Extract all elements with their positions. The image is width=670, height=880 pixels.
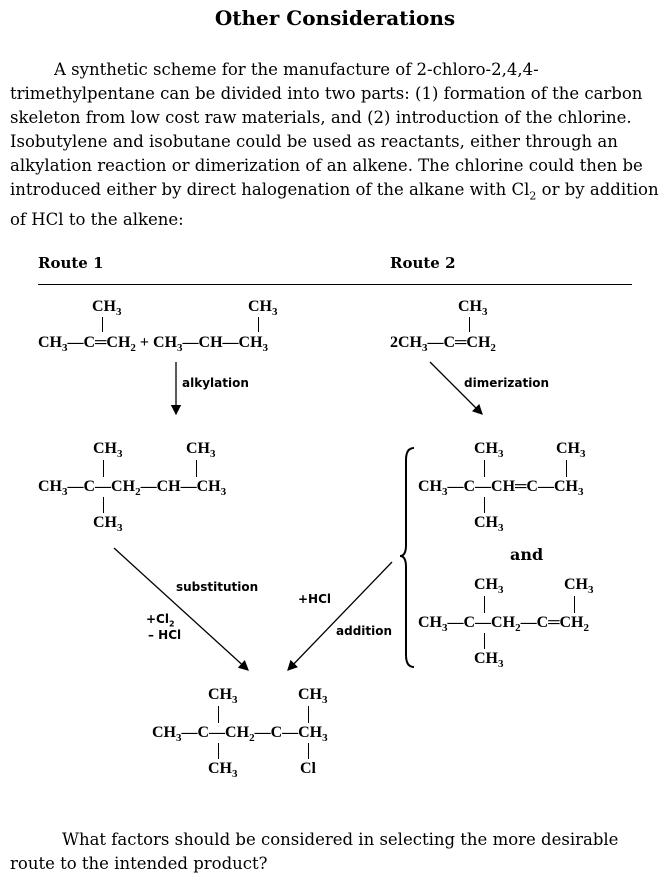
structure-2-isobutylene: $2CH_3—C═CH_2$ (390, 334, 496, 355)
structure-isobutylene-methyl: $CH_3$ (92, 298, 122, 319)
structure-product-chlorine: Cl (300, 760, 316, 777)
structure-alkene2-methyl-1: $CH_3$ (474, 576, 504, 597)
arrow-substitution (114, 548, 248, 670)
structure-product-methyl-2: $CH_3$ (298, 686, 328, 707)
structure-trimethylpentane: $CH_3—C—CH_2—CH—CH_3$ (38, 478, 227, 499)
structure-alkane-methyl-2: $CH_3$ (186, 440, 216, 461)
route-2-label: Route 2 (390, 254, 456, 272)
structure-alkene-2: $CH_3—C—CH_2—C═CH_2$ (418, 614, 589, 635)
structure-alkene2-methyl-2: $CH_3$ (564, 576, 594, 597)
structure-isobutane-methyl: $CH_3$ (248, 298, 278, 319)
arrow-addition (288, 562, 392, 670)
structure-alkane-methyl-3: $CH_3$ (93, 514, 123, 535)
label-and: and (510, 545, 544, 564)
intro-text: A synthetic scheme for the manufacture of 2-chloro-2,4,4-trimethylpentane can be divided into two parts: (1) formation of the carbon skeleton from low cost raw materials, and (2) introduction of the chlorine. Isobutylene and isobutane could be used as reactants, either through an alkylation reaction or dimerization of an alkene. The chlorine could then be introduced either by direct halogenation of the alkane with Cl (10, 60, 643, 199)
page-title: Other Considerations (214, 6, 456, 30)
question-paragraph (10, 828, 665, 876)
structure-alkene1-methyl-1: $CH_3$ (474, 440, 504, 461)
structure-alkane-methyl-1: $CH_3$ (93, 440, 123, 461)
structure-product-methyl-1: $CH_3$ (208, 686, 238, 707)
label-dimerization: dimerization (464, 376, 550, 390)
label-substitution: substitution (176, 580, 259, 594)
label-minus-hcl: – HCl (148, 628, 182, 642)
structure-alkene1-methyl-2: $CH_3$ (556, 440, 586, 461)
structure-product-methyl-3: $CH_3$ (208, 760, 238, 781)
structure-product: $CH_3—C—CH_2—C—CH_3$ (152, 724, 328, 745)
structure-alkene-1: $CH_3—C—CH═C—CH_3$ (418, 478, 584, 499)
label-plus-hcl: +HCl (298, 592, 332, 606)
structure-isobutylene-isobutane: $CH_3—C═CH_2$ + $CH_3—CH—CH_3$ (38, 334, 269, 355)
route-1-label: Route 1 (38, 254, 104, 272)
intro-cl-subscript: 2 (529, 189, 537, 203)
intro-text-end: or by addition of HCl to the alkene: (10, 180, 659, 230)
structure-route2-methyl: $CH_3$ (458, 298, 488, 319)
label-addition: addition (336, 624, 393, 638)
label-alkylation: alkylation (182, 376, 249, 390)
structure-alkene1-methyl-3: $CH_3$ (474, 514, 504, 535)
label-plus-cl2-text: +Cl (146, 612, 169, 626)
label-plus-cl2-sub: 2 (168, 619, 175, 629)
question-text: What factors should be considered in selecting the more desirable route to the intended product? (10, 830, 619, 873)
structure-alkene2-methyl-3: $CH_3$ (474, 650, 504, 671)
arrow-dimerization (430, 362, 482, 414)
